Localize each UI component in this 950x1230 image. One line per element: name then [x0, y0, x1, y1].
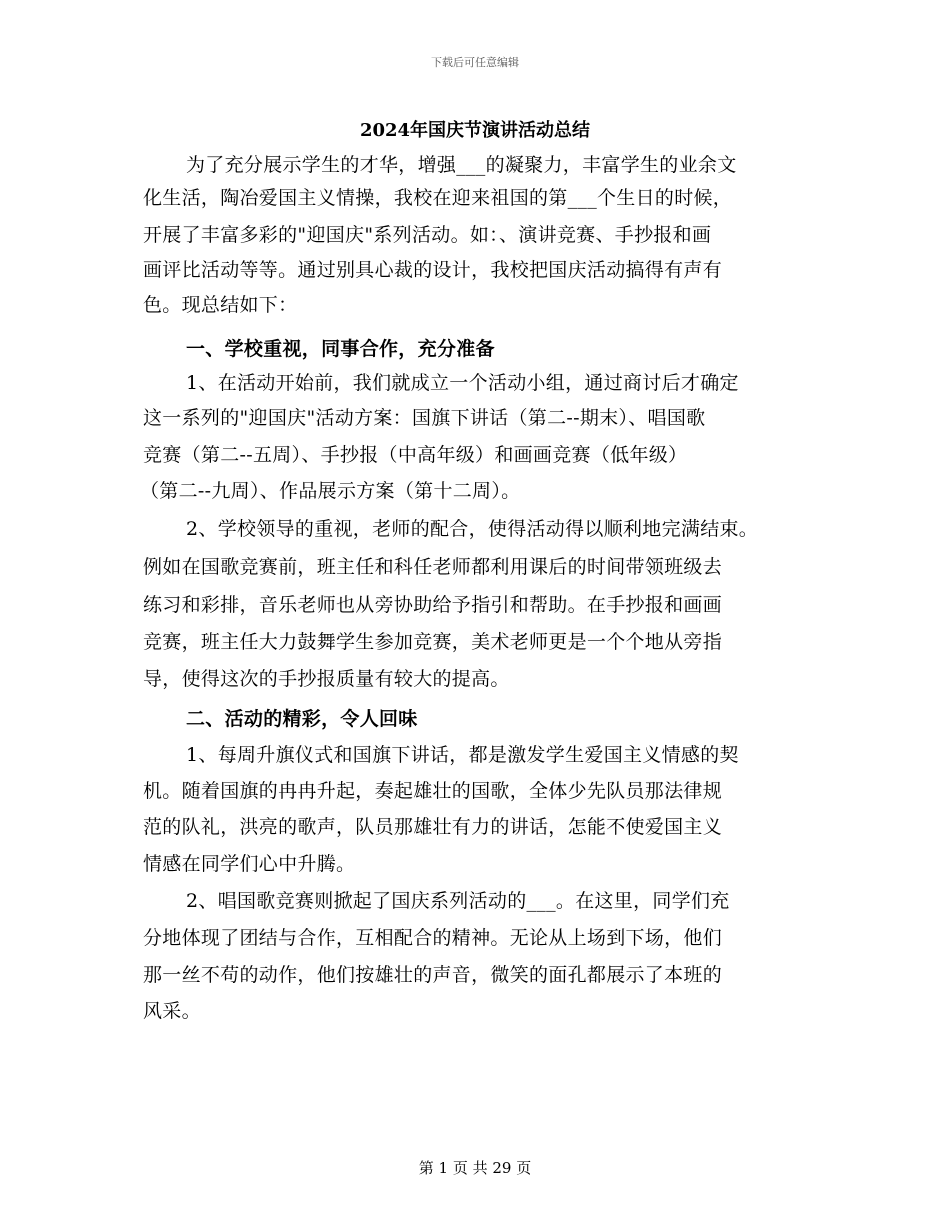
section-heading: 一、学校重视，同事合作，充分准备	[186, 338, 495, 360]
paragraph-line: 例如在国歌竞赛前，班主任和科任老师都利用课后的时间带领班级去	[143, 556, 723, 578]
paragraph-line: 机。随着国旗的冉冉升起，奏起雄壮的国歌，全体少先队员那法律规	[143, 780, 723, 802]
paragraph-line: 导，使得这次的手抄报质量有较大的提高。	[143, 668, 510, 690]
paragraph-line: （第二--九周）、作品展示方案（第十二周）。	[140, 480, 521, 502]
paragraph-line: 那一丝不苟的动作，他们按雄壮的声音，微笑的面孔都展示了本班的	[143, 964, 723, 986]
intro-line: 色。现总结如下：	[143, 294, 298, 316]
paragraph-line: 练习和彩排，音乐老师也从旁协助给予指引和帮助。在手抄报和画画	[143, 594, 723, 616]
document-title: 2024年国庆节演讲活动总结	[359, 120, 591, 141]
paragraph-line: 2、学校领导的重视，老师的配合，使得活动得以顺利地完满结束。	[186, 518, 759, 540]
paragraph-line: 这一系列的"迎国庆"活动方案：国旗下讲话（第二--期末）、唱国歌	[143, 407, 706, 429]
paragraph-line: 竞赛，班主任大力鼓舞学生参加竞赛，美术老师更是一个个地从旁指	[143, 631, 723, 653]
paragraph-line: 范的队礼，洪亮的歌声，队员那雄壮有力的讲话，怎能不使爱国主义	[143, 816, 723, 838]
intro-line: 画评比活动等等。通过别具心裁的设计，我校把国庆活动搞得有声有	[143, 259, 723, 281]
header-note: 下载后可任意编辑	[431, 56, 519, 69]
paragraph-line: 1、每周升旗仪式和国旗下讲话，都是激发学生爱国主义情感的契	[186, 744, 739, 766]
paragraph-line: 竞赛（第二--五周）、手抄报（中高年级）和画画竞赛（低年级）	[143, 444, 688, 466]
paragraph-line: 1、在活动开始前，我们就成立一个活动小组，通过商讨后才确定	[186, 372, 739, 394]
intro-line: 为了充分展示学生的才华，增强___的凝聚力，丰富学生的业余文	[186, 154, 737, 176]
paragraph-line: 风采。	[143, 1000, 201, 1022]
page-footer: 第 1 页 共 29 页	[418, 1159, 532, 1177]
paragraph-line: 情感在同学们心中升腾。	[143, 853, 356, 875]
paragraph-line: 2、唱国歌竞赛则掀起了国庆系列活动的___。在这里，同学们充	[186, 890, 730, 912]
section-heading: 二、活动的精彩，令人回味	[186, 708, 418, 730]
intro-line: 开展了丰富多彩的"迎国庆"系列活动。如：、演讲竞赛、手抄报和画	[143, 224, 712, 246]
intro-line: 化生活，陶冶爱国主义情操，我校在迎来祖国的第___个生日的时候，	[143, 187, 733, 209]
paragraph-line: 分地体现了团结与合作，互相配合的精神。无论从上场到下场，他们	[143, 927, 723, 949]
